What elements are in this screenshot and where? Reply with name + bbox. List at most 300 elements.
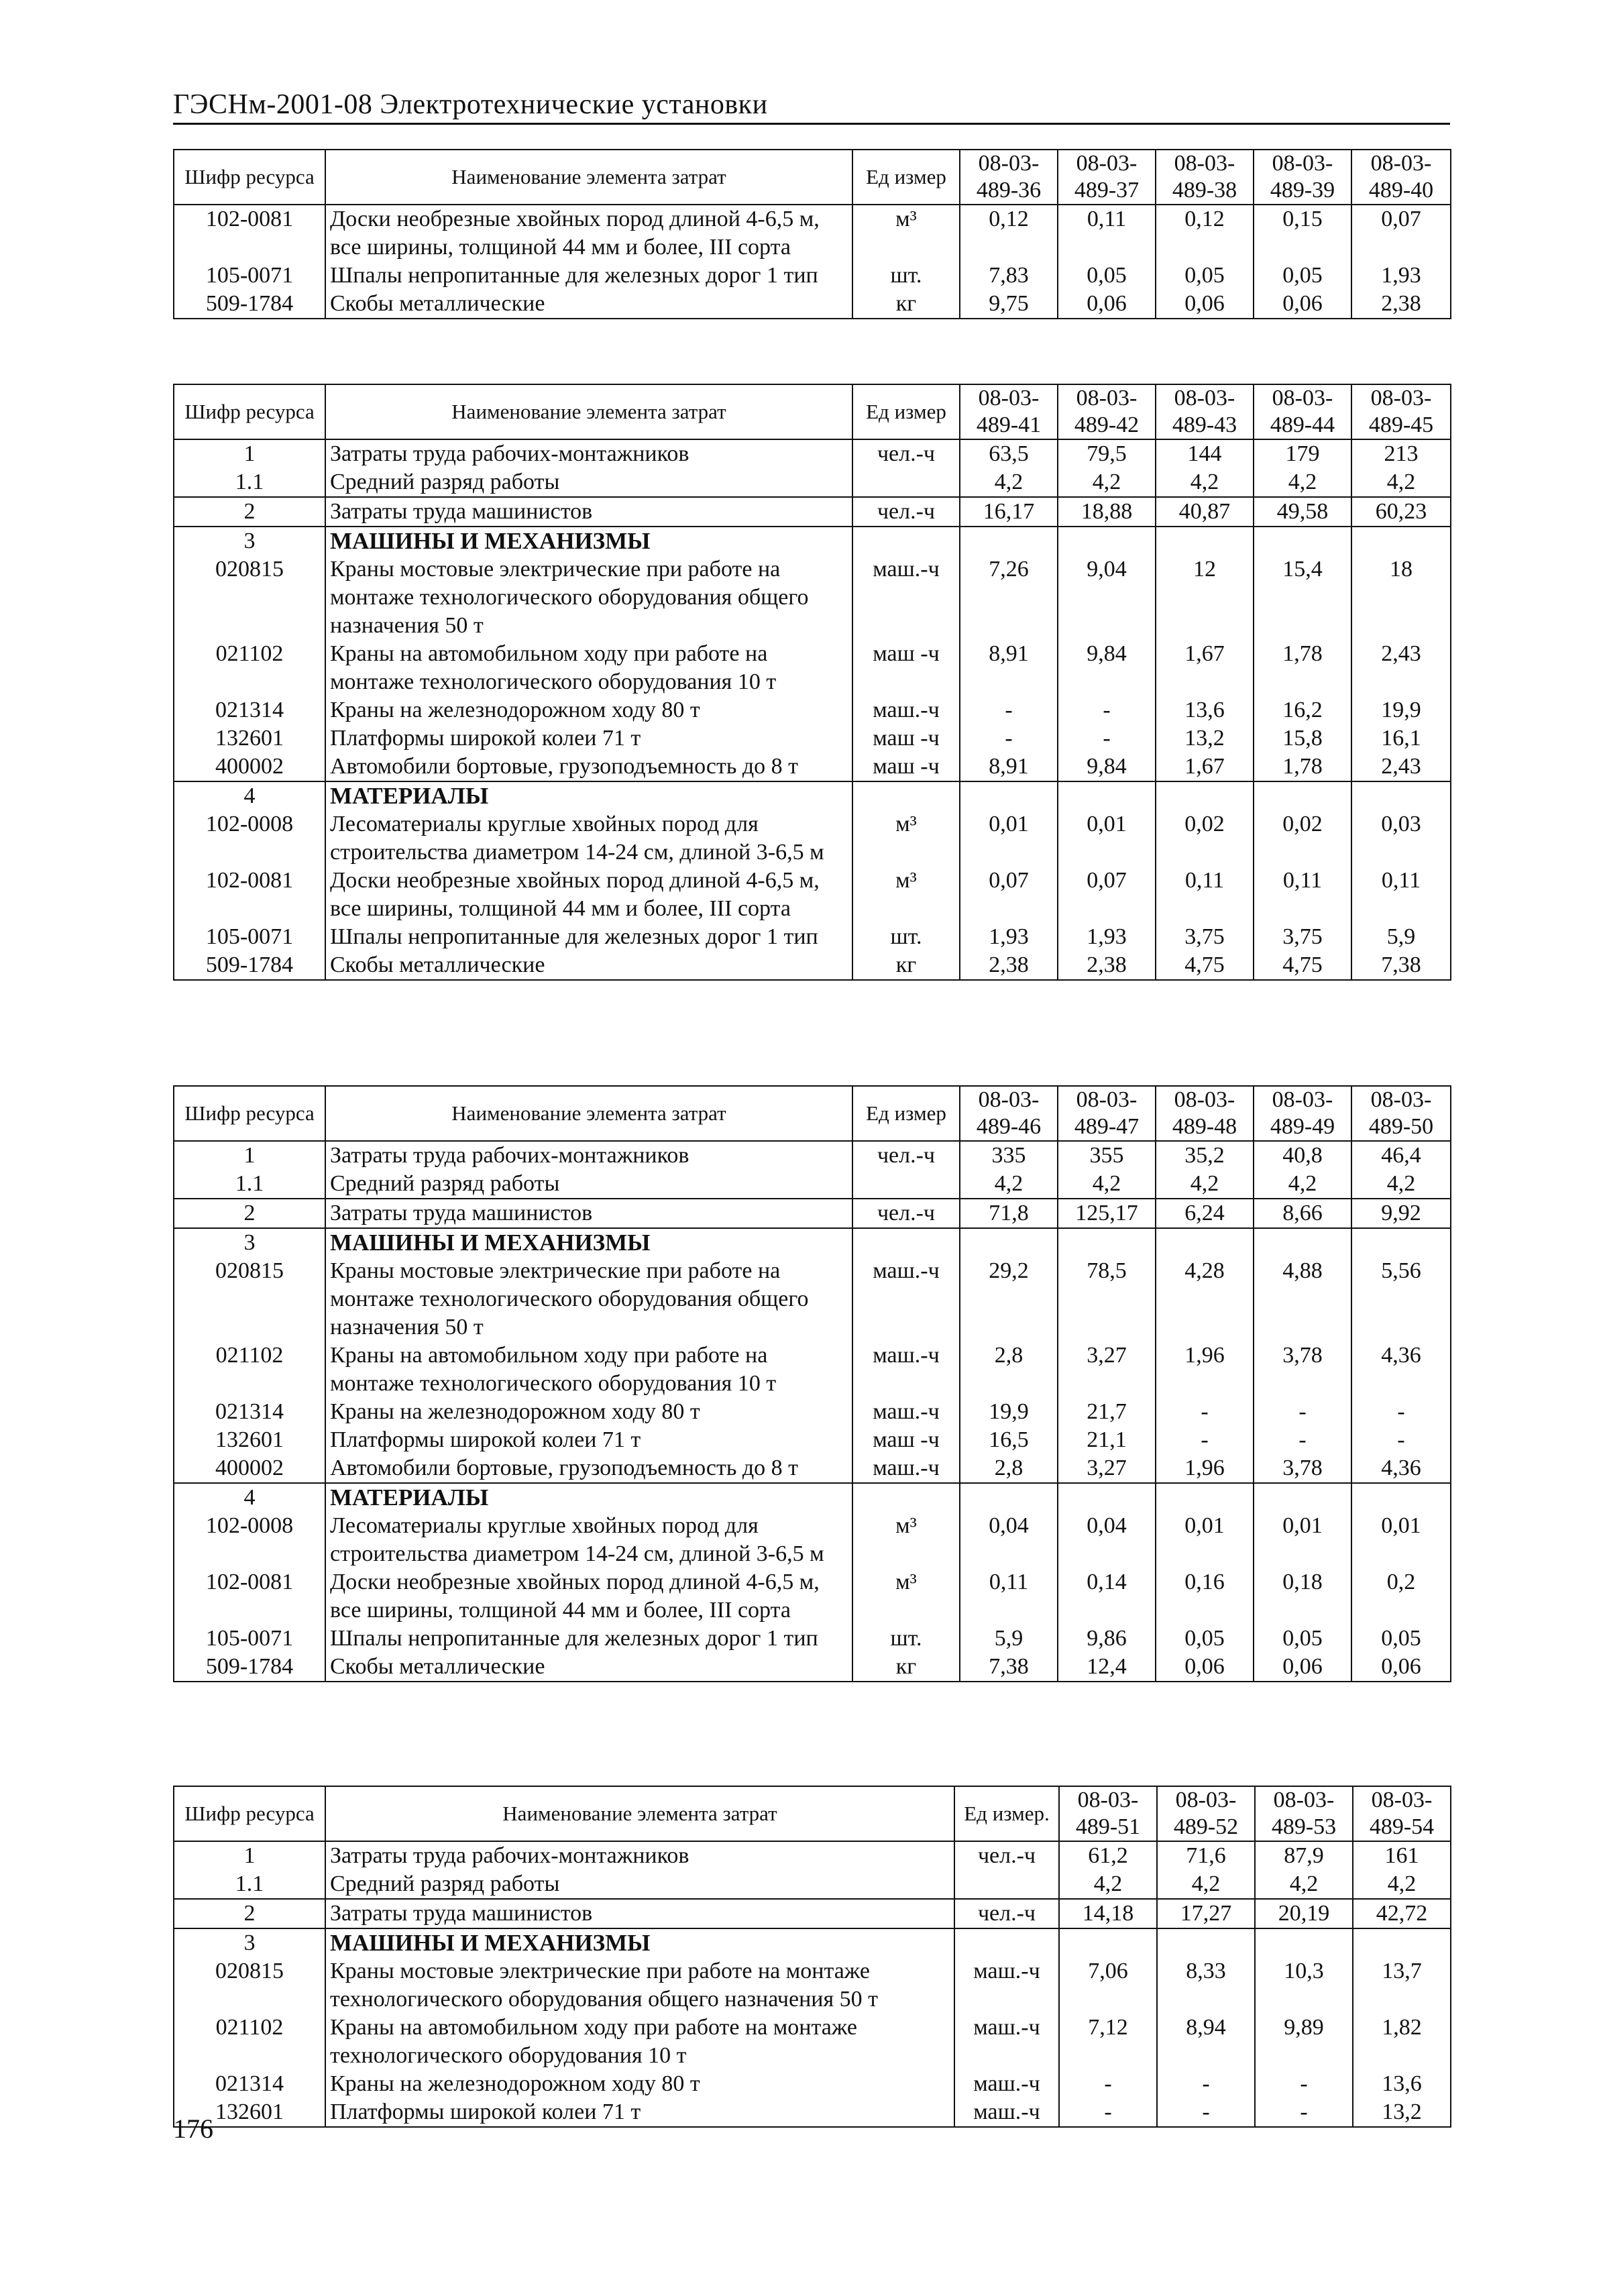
value-cell: - [1058,724,1156,753]
value-cell: - [1059,2098,1157,2127]
resource-code: 102-0081 [174,205,325,262]
value-cell: 9,04 [1058,555,1156,640]
value-cell: 0,05 [1254,262,1351,290]
resource-name: Средний разряд работы [325,1870,954,1899]
value-cell [1058,1483,1156,1512]
value-cell: 40,87 [1156,497,1254,527]
unit-cell [954,1870,1059,1899]
value-cell: 71,8 [960,1199,1058,1228]
unit-cell: маш.-ч [852,1454,960,1483]
unit-cell [852,468,960,497]
table-row [174,1257,1451,1342]
unit-cell [852,1483,960,1512]
value-cell: 4,2 [1351,468,1451,497]
resource-name: Средний разряд работы [325,1170,852,1199]
resource-code: 132601 [174,1426,325,1454]
unit-cell: маш.-ч [954,2098,1059,2127]
value-cell: - [1156,1426,1254,1454]
section-code: 4 [174,1483,325,1512]
table-row [174,2098,1451,2127]
value-cell: 2,8 [960,1454,1058,1483]
col-header-code: Шифр ресурса [174,1786,325,1841]
col-header-norm: 08-03- 489-39 [1254,150,1351,205]
resource-name: Краны на железнодорожном ходу 80 т [325,1398,852,1426]
value-cell: 0,03 [1351,810,1451,867]
unit-cell: м³ [852,867,960,923]
value-cell: 4,2 [1351,1170,1451,1199]
value-cell: - [960,696,1058,724]
col-header-norm: 08-03- 489-36 [960,150,1058,205]
table-row [174,1957,1451,2014]
table-row [174,753,1451,781]
unit-cell: чел.-ч [852,497,960,527]
table-header-row [174,1786,1451,1841]
value-cell: 49,58 [1254,497,1351,527]
value-cell: 2,43 [1351,753,1451,781]
col-header-norm: 08-03- 489-37 [1058,150,1156,205]
value-cell: 4,2 [1255,1870,1353,1899]
resource-code: 1 [174,1141,325,1170]
value-cell [1254,781,1351,810]
value-cell: 0,07 [960,867,1058,923]
value-cell: 7,06 [1059,1957,1157,2014]
page-number: 176 [173,2114,213,2144]
value-cell: 9,84 [1058,753,1156,781]
resource-code: 509-1784 [174,1653,325,1682]
value-cell: 355 [1058,1141,1156,1170]
value-cell: 8,91 [960,753,1058,781]
unit-cell [954,1928,1059,1957]
value-cell: 87,9 [1255,1841,1353,1870]
resource-name: Затраты труда рабочих-монтажников [325,1141,852,1170]
value-cell: - [1254,1398,1351,1426]
value-cell: 1,96 [1156,1342,1254,1398]
value-cell: 3,78 [1254,1342,1351,1398]
value-cell: 4,75 [1254,951,1351,980]
section-row [174,1483,1451,1512]
value-cell: 4,2 [1254,1170,1351,1199]
section-title: МАШИНЫ И МЕХАНИЗМЫ [325,1228,852,1257]
value-cell: - [1351,1426,1451,1454]
section-title: МАШИНЫ И МЕХАНИЗМЫ [325,527,852,555]
resource-name: Доски необрезные хвойных пород длиной 4-6,5 м, все ширины, толщиной 44 мм и более, III сорта [325,205,852,262]
value-cell: 15,4 [1254,555,1351,640]
value-cell: 1,78 [1254,640,1351,696]
table-row [174,1398,1451,1426]
value-cell: 1,78 [1254,753,1351,781]
section-row [174,781,1451,810]
value-cell [960,1228,1058,1257]
value-cell: 0,06 [1156,290,1254,319]
value-cell: 29,2 [960,1257,1058,1342]
unit-cell: чел.-ч [954,1841,1059,1870]
value-cell: 4,2 [1156,1170,1254,1199]
value-cell: 8,94 [1157,2014,1255,2070]
col-header-norm: 08-03- 489-54 [1353,1786,1451,1841]
col-header-norm: 08-03- 489-50 [1351,1086,1451,1141]
resource-name: Доски необрезные хвойных пород длиной 4-6,5 м, все ширины, толщиной 44 мм и более, III сорта [325,867,852,923]
table-row [174,1841,1451,1870]
unit-cell [852,1170,960,1199]
unit-cell: чел.-ч [852,439,960,468]
value-cell [1254,1228,1351,1257]
value-cell: 5,56 [1351,1257,1451,1342]
unit-cell: маш -ч [852,753,960,781]
table-row [174,1899,1451,1928]
unit-cell: маш.-ч [852,1342,960,1398]
resource-code: 020815 [174,1957,325,2014]
value-cell: 9,92 [1351,1199,1451,1228]
value-cell: 0,05 [1156,262,1254,290]
unit-cell: м³ [852,810,960,867]
resource-name: Платформы широкой колеи 71 т [325,2098,954,2127]
unit-cell: маш.-ч [852,696,960,724]
resource-code: 102-0008 [174,810,325,867]
col-header-norm: 08-03- 489-48 [1156,1086,1254,1141]
resource-name: Краны на железнодорожном ходу 80 т [325,696,852,724]
value-cell: 15,8 [1254,724,1351,753]
section-row [174,1928,1451,1957]
value-cell: 12,4 [1058,1653,1156,1682]
resource-code: 400002 [174,753,325,781]
value-cell: 0,15 [1254,205,1351,262]
value-cell [960,527,1058,555]
value-cell: 20,19 [1255,1899,1353,1928]
value-cell [1351,1483,1451,1512]
resource-name: Лесоматериалы круглые хвойных пород для строительства диаметром 14-24 см, длиной 3-6,5 м [325,810,852,867]
value-cell: 3,27 [1058,1342,1156,1398]
value-cell: 1,67 [1156,640,1254,696]
section-title: МАТЕРИАЛЫ [325,1483,852,1512]
resource-name: Шпалы непропитанные для железных дорог 1 тип [325,1625,852,1653]
value-cell [1351,1228,1451,1257]
resource-code: 509-1784 [174,290,325,319]
value-cell: 1,93 [960,923,1058,951]
value-cell: 4,2 [960,1170,1058,1199]
col-header-norm: 08-03- 489-43 [1156,384,1254,439]
table-header-row [174,384,1451,439]
value-cell: 46,4 [1351,1141,1451,1170]
value-cell: 19,9 [960,1398,1058,1426]
resource-code: 1.1 [174,468,325,497]
resource-name: Скобы металлические [325,290,852,319]
page-title: ГЭСНм-2001-08 Электротехнические установки [173,89,768,120]
resource-name: Затраты труда машинистов [325,1899,954,1928]
value-cell: - [1254,1426,1351,1454]
col-header-norm: 08-03- 489-42 [1058,384,1156,439]
table-row [174,1870,1451,1899]
value-cell: 8,66 [1254,1199,1351,1228]
value-cell: 0,16 [1156,1568,1254,1625]
value-cell: 7,26 [960,555,1058,640]
value-cell: 0,05 [1254,1625,1351,1653]
unit-cell [852,527,960,555]
value-cell: 0,02 [1254,810,1351,867]
value-cell: 5,9 [1351,923,1451,951]
value-cell: 161 [1353,1841,1451,1870]
resource-table-2 [173,384,1451,981]
value-cell: 13,6 [1156,696,1254,724]
value-cell: 4,28 [1156,1257,1254,1342]
value-cell: 9,86 [1058,1625,1156,1653]
table-row [174,439,1451,468]
resource-code: 400002 [174,1454,325,1483]
value-cell: 7,38 [960,1653,1058,1682]
value-cell: 21,7 [1058,1398,1156,1426]
table-row [174,1454,1451,1483]
table-row [174,468,1451,497]
unit-cell: кг [852,1653,960,1682]
value-cell: 9,75 [960,290,1058,319]
value-cell [1058,527,1156,555]
resource-code: 021102 [174,2014,325,2070]
unit-cell: шт. [852,262,960,290]
section-code: 3 [174,527,325,555]
resource-name: Краны на автомобильном ходу при работе на монтаже технологического оборудования 10 т [325,640,852,696]
value-cell: 0,06 [1058,290,1156,319]
col-header-name: Наименование элемента затрат [325,1786,954,1841]
unit-cell: шт. [852,923,960,951]
value-cell: 8,91 [960,640,1058,696]
table-row [174,2014,1451,2070]
value-cell: 0,12 [960,205,1058,262]
value-cell: 0,04 [960,1512,1058,1568]
value-cell: 16,17 [960,497,1058,527]
value-cell: 40,8 [1254,1141,1351,1170]
value-cell: 0,11 [1058,205,1156,262]
value-cell: 4,75 [1156,951,1254,980]
value-cell [1351,527,1451,555]
section-title: МАШИНЫ И МЕХАНИЗМЫ [325,1928,954,1957]
value-cell [1255,1928,1353,1957]
resource-code: 021102 [174,640,325,696]
value-cell: 16,2 [1254,696,1351,724]
table-row [174,2070,1451,2098]
resource-code: 1.1 [174,1170,325,1199]
resource-name: Краны на железнодорожном ходу 80 т [325,2070,954,2098]
value-cell: 0,11 [1351,867,1451,923]
table-header-row [174,1086,1451,1141]
resource-code: 102-0008 [174,1512,325,1568]
section-row [174,527,1451,555]
value-cell: 61,2 [1059,1841,1157,1870]
resource-name: Затраты труда машинистов [325,1199,852,1228]
table-row [174,867,1451,923]
value-cell: 18 [1351,555,1451,640]
resource-code: 132601 [174,724,325,753]
resource-code: 2 [174,1199,325,1228]
value-cell: 0,06 [1254,290,1351,319]
unit-cell: м³ [852,1568,960,1625]
table-row [174,1426,1451,1454]
resource-code: 021102 [174,1342,325,1398]
value-cell: 4,2 [1254,468,1351,497]
value-cell: 0,01 [1254,1512,1351,1568]
value-cell: 21,1 [1058,1426,1156,1454]
col-header-norm: 08-03- 489-41 [960,384,1058,439]
table-row [174,923,1451,951]
resource-table-1 [173,149,1451,319]
value-cell: 13,7 [1353,1957,1451,2014]
unit-cell: маш -ч [852,1426,960,1454]
resource-name: Платформы широкой колеи 71 т [325,724,852,753]
value-cell: 1,93 [1058,923,1156,951]
resource-code: 102-0081 [174,867,325,923]
unit-cell: маш -ч [852,640,960,696]
resource-code: 1.1 [174,1870,325,1899]
value-cell: 2,38 [1351,290,1451,319]
value-cell: 17,27 [1157,1899,1255,1928]
table-row [174,724,1451,753]
value-cell: 4,2 [1058,1170,1156,1199]
unit-cell [852,781,960,810]
resource-code: 132601 [174,2098,325,2127]
value-cell: - [1351,1398,1451,1426]
value-cell: 4,2 [1156,468,1254,497]
unit-cell: маш.-ч [852,555,960,640]
table-row [174,555,1451,640]
resource-code: 1 [174,1841,325,1870]
unit-cell: м³ [852,1512,960,1568]
resource-code: 021314 [174,2070,325,2098]
value-cell: 78,5 [1058,1257,1156,1342]
resource-name: Затраты труда машинистов [325,497,852,527]
unit-cell: чел.-ч [852,1199,960,1228]
value-cell: 71,6 [1157,1841,1255,1870]
table-row [174,290,1451,319]
value-cell [1156,527,1254,555]
value-cell: 0,2 [1351,1568,1451,1625]
value-cell: 3,75 [1254,923,1351,951]
col-header-unit: Ед измер [852,150,960,205]
resource-name: Автомобили бортовые, грузоподъемность до 8 т [325,753,852,781]
value-cell [1351,781,1451,810]
table-row [174,810,1451,867]
value-cell: 19,9 [1351,696,1451,724]
resource-name: Средний разряд работы [325,468,852,497]
value-cell [960,781,1058,810]
value-cell [960,1483,1058,1512]
value-cell: 0,11 [1254,867,1351,923]
unit-cell: м³ [852,205,960,262]
col-header-norm: 08-03- 489-52 [1157,1786,1255,1841]
value-cell: 13,2 [1156,724,1254,753]
value-cell: - [1157,2070,1255,2098]
value-cell: 0,06 [1254,1653,1351,1682]
resource-name: Затраты труда рабочих-монтажников [325,439,852,468]
table-row [174,1512,1451,1568]
unit-cell: маш.-ч [852,1257,960,1342]
value-cell: 0,05 [1058,262,1156,290]
resource-name: Скобы металлические [325,951,852,980]
section-code: 3 [174,1228,325,1257]
value-cell: 4,2 [1353,1870,1451,1899]
table-row [174,1625,1451,1653]
value-cell: - [1157,2098,1255,2127]
unit-cell: маш.-ч [954,2014,1059,2070]
value-cell: 4,36 [1351,1342,1451,1398]
page-header [173,86,1450,125]
value-cell [1353,1928,1451,1957]
value-cell: 3,78 [1254,1454,1351,1483]
value-cell: - [1255,2070,1353,2098]
value-cell: - [960,724,1058,753]
value-cell [1157,1928,1255,1957]
value-cell: 213 [1351,439,1451,468]
section-title: МАТЕРИАЛЫ [325,781,852,810]
table-row [174,1568,1451,1625]
table-row [174,262,1451,290]
value-cell: - [1255,2098,1353,2127]
value-cell [1156,781,1254,810]
unit-cell: маш.-ч [954,2070,1059,2098]
value-cell: 125,17 [1058,1199,1156,1228]
col-header-name: Наименование элемента затрат [325,150,852,205]
resource-name: Затраты труда рабочих-монтажников [325,1841,954,1870]
resource-name: Краны на автомобильном ходу при работе на монтаже технологического оборудования 10 т [325,1342,852,1398]
resource-code: 021314 [174,696,325,724]
value-cell: 0,04 [1058,1512,1156,1568]
value-cell: 0,01 [1351,1512,1451,1568]
value-cell: 0,06 [1351,1653,1451,1682]
resource-code: 105-0071 [174,1625,325,1653]
resource-name: Лесоматериалы круглые хвойных пород для строительства диаметром 14-24 см, длиной 3-6,5 м [325,1512,852,1568]
resource-code: 105-0071 [174,923,325,951]
col-header-norm: 08-03- 489-47 [1058,1086,1156,1141]
col-header-unit: Ед измер [852,384,960,439]
resource-code: 102-0081 [174,1568,325,1625]
resource-code: 021314 [174,1398,325,1426]
value-cell: 14,18 [1059,1899,1157,1928]
value-cell: 144 [1156,439,1254,468]
resource-code: 020815 [174,555,325,640]
resource-name: Платформы широкой колеи 71 т [325,1426,852,1454]
value-cell: 0,18 [1254,1568,1351,1625]
value-cell: 63,5 [960,439,1058,468]
value-cell: 2,38 [960,951,1058,980]
value-cell: 335 [960,1141,1058,1170]
resource-code: 020815 [174,1257,325,1342]
value-cell: 0,14 [1058,1568,1156,1625]
col-header-name: Наименование элемента затрат [325,384,852,439]
value-cell: 4,2 [1157,1870,1255,1899]
value-cell: 1,93 [1351,262,1451,290]
value-cell [1156,1483,1254,1512]
value-cell: 0,05 [1351,1625,1451,1653]
value-cell: 8,33 [1157,1957,1255,2014]
resource-name: Скобы металлические [325,1653,852,1682]
value-cell: 3,27 [1058,1454,1156,1483]
value-cell: 4,88 [1254,1257,1351,1342]
value-cell: 7,83 [960,262,1058,290]
value-cell: 2,38 [1058,951,1156,980]
value-cell: 1,82 [1353,2014,1451,2070]
value-cell: - [1058,696,1156,724]
value-cell: 5,9 [960,1625,1058,1653]
col-header-norm: 08-03- 489-49 [1254,1086,1351,1141]
unit-cell: чел.-ч [852,1141,960,1170]
value-cell: 179 [1254,439,1351,468]
unit-cell: кг [852,951,960,980]
resource-code: 2 [174,497,325,527]
col-header-code: Шифр ресурса [174,1086,325,1141]
resource-name: Краны мостовые электрические при работе на монтаже технологического оборудования общего назначения 50 т [325,1257,852,1342]
unit-cell: маш -ч [852,724,960,753]
value-cell: 13,2 [1353,2098,1451,2127]
value-cell: 10,3 [1255,1957,1353,2014]
col-header-norm: 08-03- 489-45 [1351,384,1451,439]
value-cell: 2,8 [960,1342,1058,1398]
